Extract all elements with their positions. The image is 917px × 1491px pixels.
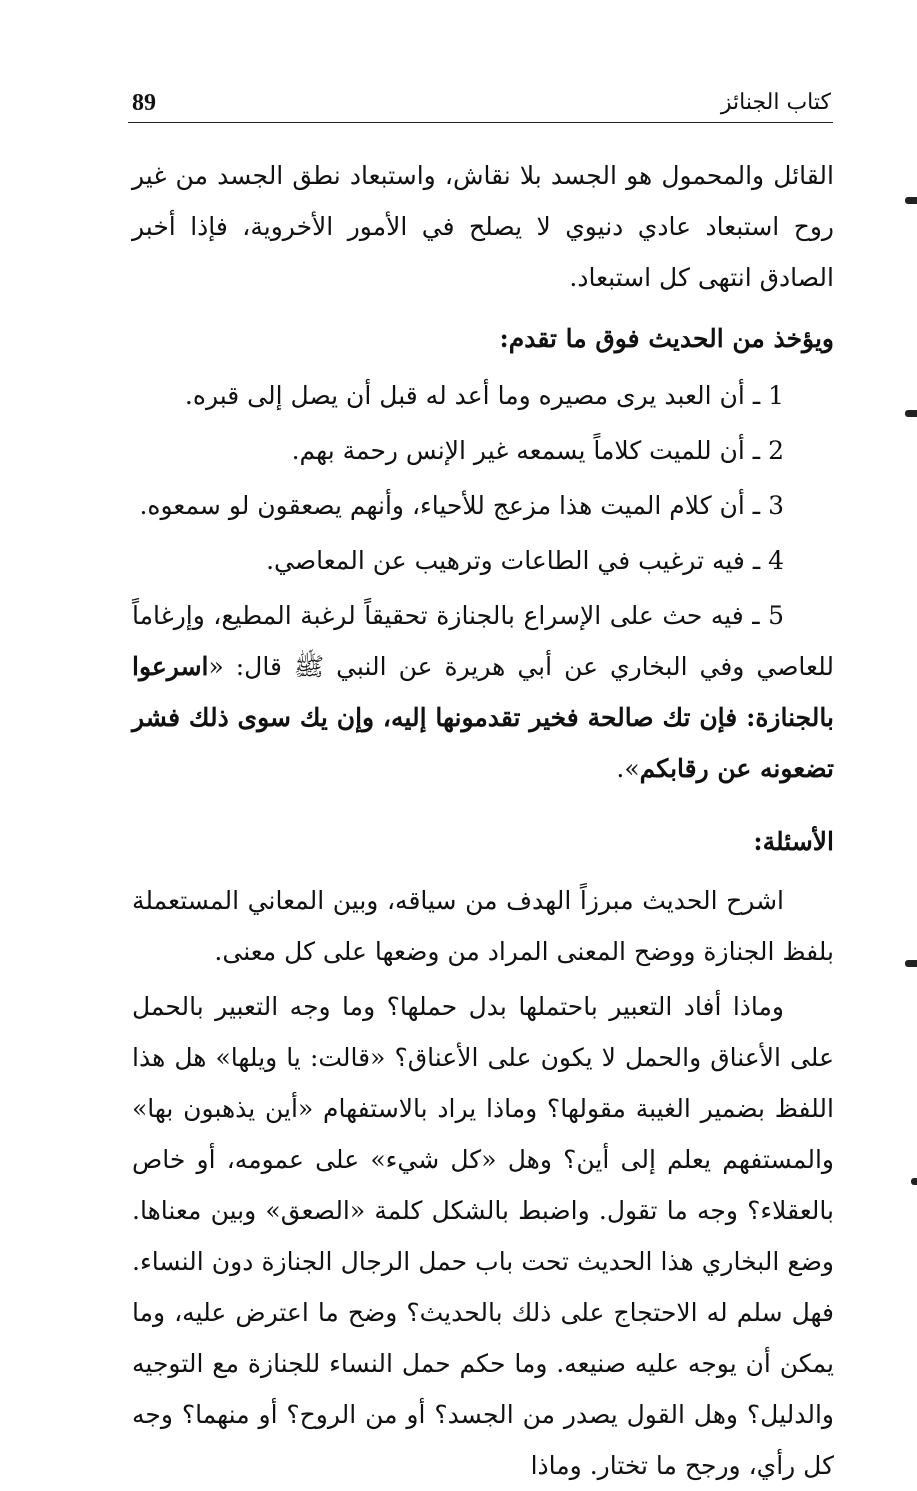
- page-number: 89: [132, 90, 156, 116]
- lesson-item-4: 4 ـ فيه ترغيب في الطاعات وترهيب عن المعاصي.: [266, 546, 784, 575]
- lesson-item-1: 1 ـ أن العبد يرى مصيره وما أعد له قبل أن يصل إلى قبره.: [184, 381, 784, 410]
- running-title: كتاب الجنائز: [720, 90, 831, 115]
- lesson5-closing: ».: [616, 754, 640, 783]
- lessons-heading: ويؤخذ من الحديث فوق ما تقدم:: [499, 324, 834, 353]
- lesson5-text: 5 ـ فيه حث على الإسراع بالجنازة تحقيقاً لرغبة المطيع، وإرغاماً للعاصي وفي البخاري عن أبي هريرة عن النبي ﷺ قال: «: [132, 601, 834, 681]
- questions-paragraph-1: اشرح الحديث مبرزاً الهدف من سياقه، وبين المعاني المستعملة بلفظ الجنازة ووضح المعنى المراد من وضعها على كل معنى.: [132, 886, 834, 966]
- margin-mark: [911, 1178, 917, 1185]
- lesson-item-3: 3 ـ أن كلام الميت هذا مزعج للأحياء، وأنهم يصعقون لو سمعوه.: [139, 491, 784, 520]
- intro-paragraph: القائل والمحمول هو الجسد بلا نقاش، واستبعاد نطق الجسد من غير روح استبعاد عادي دنيوي لا يصلح في الأمور الأخروية، فإذا أخبر الصادق انتهى كل استبعاد.: [132, 161, 834, 292]
- lesson-item-5: [132, 590, 834, 794]
- questions-heading: الأسئلة:: [753, 827, 834, 856]
- page-body: [132, 150, 834, 1491]
- margin-mark: [905, 960, 917, 967]
- hadith-quote: اسرعوا بالجنازة: فإن تك صالحة فخير تقدمونها إليه، وإن يك سوى ذلك فشر تضعونه عن رقابكم: [132, 652, 834, 783]
- questions-paragraph-2: وماذا أفاد التعبير باحتملها بدل حملها؟ وما وجه التعبير بالحمل على الأعناق والحمل لا يكون على الأعناق؟ «قالت: يا ويلها» هل هذا اللفظ بضمير الغيبة مقولها؟ وماذا يراد بالاستفهام «أين يذهبون بها» والمستفهم يعلم إلى أين؟ وهل «كل شيء» على عمومه، أو خاص بالعقلاء؟ وجه ما تقول. واضبط بالشكل كلمة «الصعق» وبين معناها. وضع البخاري هذا الحديث تحت باب حمل الرجال الجنازة دون النساء. فهل سلم له الاحتجاج على ذلك بالحديث؟ وضح ما اعترض عليه، وما يمكن أن يوجه عليه صنيعه. وما حكم حمل النساء للجنازة مع التوجيه والدليل؟ وهل القول يصدر من الجسد؟ أو من الروح؟ أو منهما؟ وجه كل رأي، ورجح ما تختار. وماذا: [132, 992, 834, 1480]
- margin-mark: [905, 197, 917, 204]
- lesson-item-2: 2 ـ أن للميت كلاماً يسمعه غير الإنس رحمة بهم.: [291, 436, 784, 465]
- page-header: [128, 88, 833, 123]
- margin-mark: [905, 410, 917, 417]
